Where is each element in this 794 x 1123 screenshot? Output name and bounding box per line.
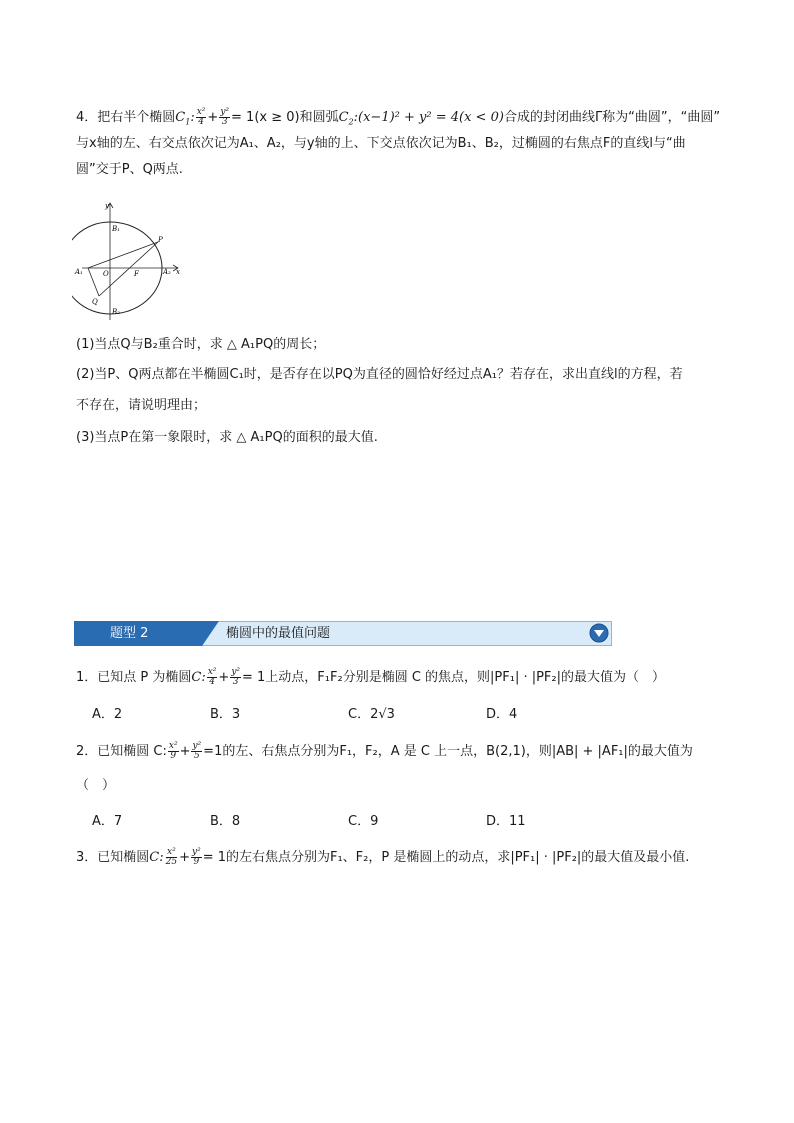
label-q: Q bbox=[92, 298, 98, 306]
label-b1: B₁ bbox=[112, 225, 120, 233]
q4-line2: 与x轴的左、右交点依次记为A₁、A₂，与y轴的上、下交点依次记为B₁、B₂，过椭圆的右焦点F的直线l与“曲 bbox=[76, 136, 686, 151]
label-y: y bbox=[105, 202, 109, 210]
label-a1: A₁ bbox=[75, 268, 83, 276]
q4-sub2-line1: (2)当P、Q两点都在半椭圆C₁时，是否存在以PQ为直径的圆恰好经过点A₁？若存在，求出直线l的方程，若 bbox=[76, 367, 683, 382]
curve-figure bbox=[72, 198, 187, 323]
p2-option-b[interactable]: B．8 bbox=[210, 814, 241, 829]
q4-number: 4． bbox=[76, 110, 98, 125]
arc-equation: (x−1)² + y² = 4(x < 0) bbox=[358, 110, 504, 125]
p2-option-c[interactable]: C．9 bbox=[348, 814, 379, 829]
chevron-down-icon[interactable] bbox=[589, 623, 609, 643]
p1-text-tail: = 1上动点，F₁F₂分别是椭圆 C 的焦点，则|PF₁| · |PF₂|的最大值为（ ） bbox=[242, 670, 666, 685]
label-a2: A₂ bbox=[163, 268, 171, 276]
line-a1-p bbox=[88, 242, 158, 268]
plus-sign: + bbox=[179, 850, 190, 865]
label-f: F bbox=[134, 270, 139, 278]
fraction-y2-3: $\frac{\text{y²}}{3}$ bbox=[231, 667, 241, 687]
q4-domain: (x ≥ 0)和圆弧 bbox=[254, 110, 339, 125]
p1-text: 已知点 P 为椭圆 bbox=[97, 670, 192, 685]
banner-title: 椭圆中的最值问题 bbox=[226, 626, 331, 641]
c2-symbol: $C_2$: bbox=[338, 110, 359, 127]
banner-tag: 题型 2 bbox=[110, 626, 149, 641]
p1-number: 1． bbox=[76, 670, 98, 685]
plus-sign: + bbox=[179, 744, 191, 759]
line-pq bbox=[99, 242, 158, 296]
q4-line3: 圆”交于P、Q两点. bbox=[76, 162, 183, 177]
c1-symbol: $C_1$: bbox=[175, 110, 195, 127]
equals-one: = 1 bbox=[231, 110, 255, 125]
q4-line1 bbox=[76, 108, 720, 133]
p2-option-d[interactable]: D．11 bbox=[486, 814, 526, 829]
p2-text-tail: =1的左、右焦点分别为F₁，F₂，A 是 C 上一点，B(2,1)，则|AB| + |AF₁|的最大值为 bbox=[203, 744, 693, 759]
fraction-y2-5: $\frac{\text{y²}}{5}$ bbox=[192, 741, 202, 761]
q4-sub1: (1)当点Q与B₂重合时，求 △ A₁PQ的周长； bbox=[76, 337, 326, 352]
p1-c-symbol: C: bbox=[191, 670, 206, 685]
p3-question bbox=[76, 848, 689, 868]
p2-text: 已知椭圆 C: bbox=[97, 744, 167, 759]
fraction-x2-25: $\frac{\text{x²}}{25}$ bbox=[165, 847, 178, 867]
fraction-y2-9: $\frac{\text{y²}}{9}$ bbox=[191, 847, 201, 867]
label-o: O bbox=[103, 270, 109, 278]
p1-option-b[interactable]: B．3 bbox=[210, 707, 241, 722]
p1-question bbox=[76, 668, 665, 688]
p3-text-tail: = 1的左右焦点分别为F₁、F₂，P 是椭圆上的动点，求|PF₁| · |PF₂|的最大值及最小值. bbox=[202, 850, 690, 865]
p1-option-c[interactable]: C．2√3 bbox=[348, 707, 395, 722]
p2-option-a[interactable]: A．7 bbox=[92, 814, 123, 829]
p1-option-d[interactable]: D．4 bbox=[486, 707, 518, 722]
p2-question bbox=[76, 742, 693, 762]
q4-sub3: (3)当点P在第一象限时，求 △ A₁PQ的面积的最大值. bbox=[76, 430, 378, 445]
fraction-y2-3: $\frac{\text{y²}}{3}$ bbox=[220, 107, 230, 127]
p3-c-symbol: C: bbox=[149, 850, 164, 865]
label-x: x bbox=[176, 268, 180, 276]
p3-text: 已知椭圆 bbox=[97, 850, 150, 865]
plus-sign: + bbox=[218, 670, 230, 685]
p2-paren: （ ） bbox=[76, 778, 116, 793]
p2-number: 2． bbox=[76, 744, 98, 759]
q4-sub2-line2: 不存在，请说明理由； bbox=[76, 398, 207, 413]
fraction-x2-4: $\frac{\text{x²}}{4}$ bbox=[207, 667, 217, 687]
fraction-x2-4: $\frac{\text{x²}}{4}$ bbox=[196, 107, 206, 127]
label-p: P bbox=[158, 236, 163, 244]
banner-tag-shape bbox=[74, 621, 234, 646]
p1-option-a[interactable]: A．2 bbox=[92, 707, 123, 722]
q4-text-tail: 合成的封闭曲线Γ称为“曲圆”，“曲圆” bbox=[503, 110, 721, 125]
plus-sign: + bbox=[207, 110, 219, 125]
q4-text: 把右半个椭圆 bbox=[97, 110, 176, 125]
label-b2: B₂ bbox=[112, 308, 120, 316]
p3-number: 3． bbox=[76, 850, 98, 865]
line-a1-q bbox=[88, 268, 99, 296]
section-banner bbox=[74, 618, 616, 648]
fraction-x2-9: $\frac{\text{x²}}{9}$ bbox=[168, 741, 178, 761]
